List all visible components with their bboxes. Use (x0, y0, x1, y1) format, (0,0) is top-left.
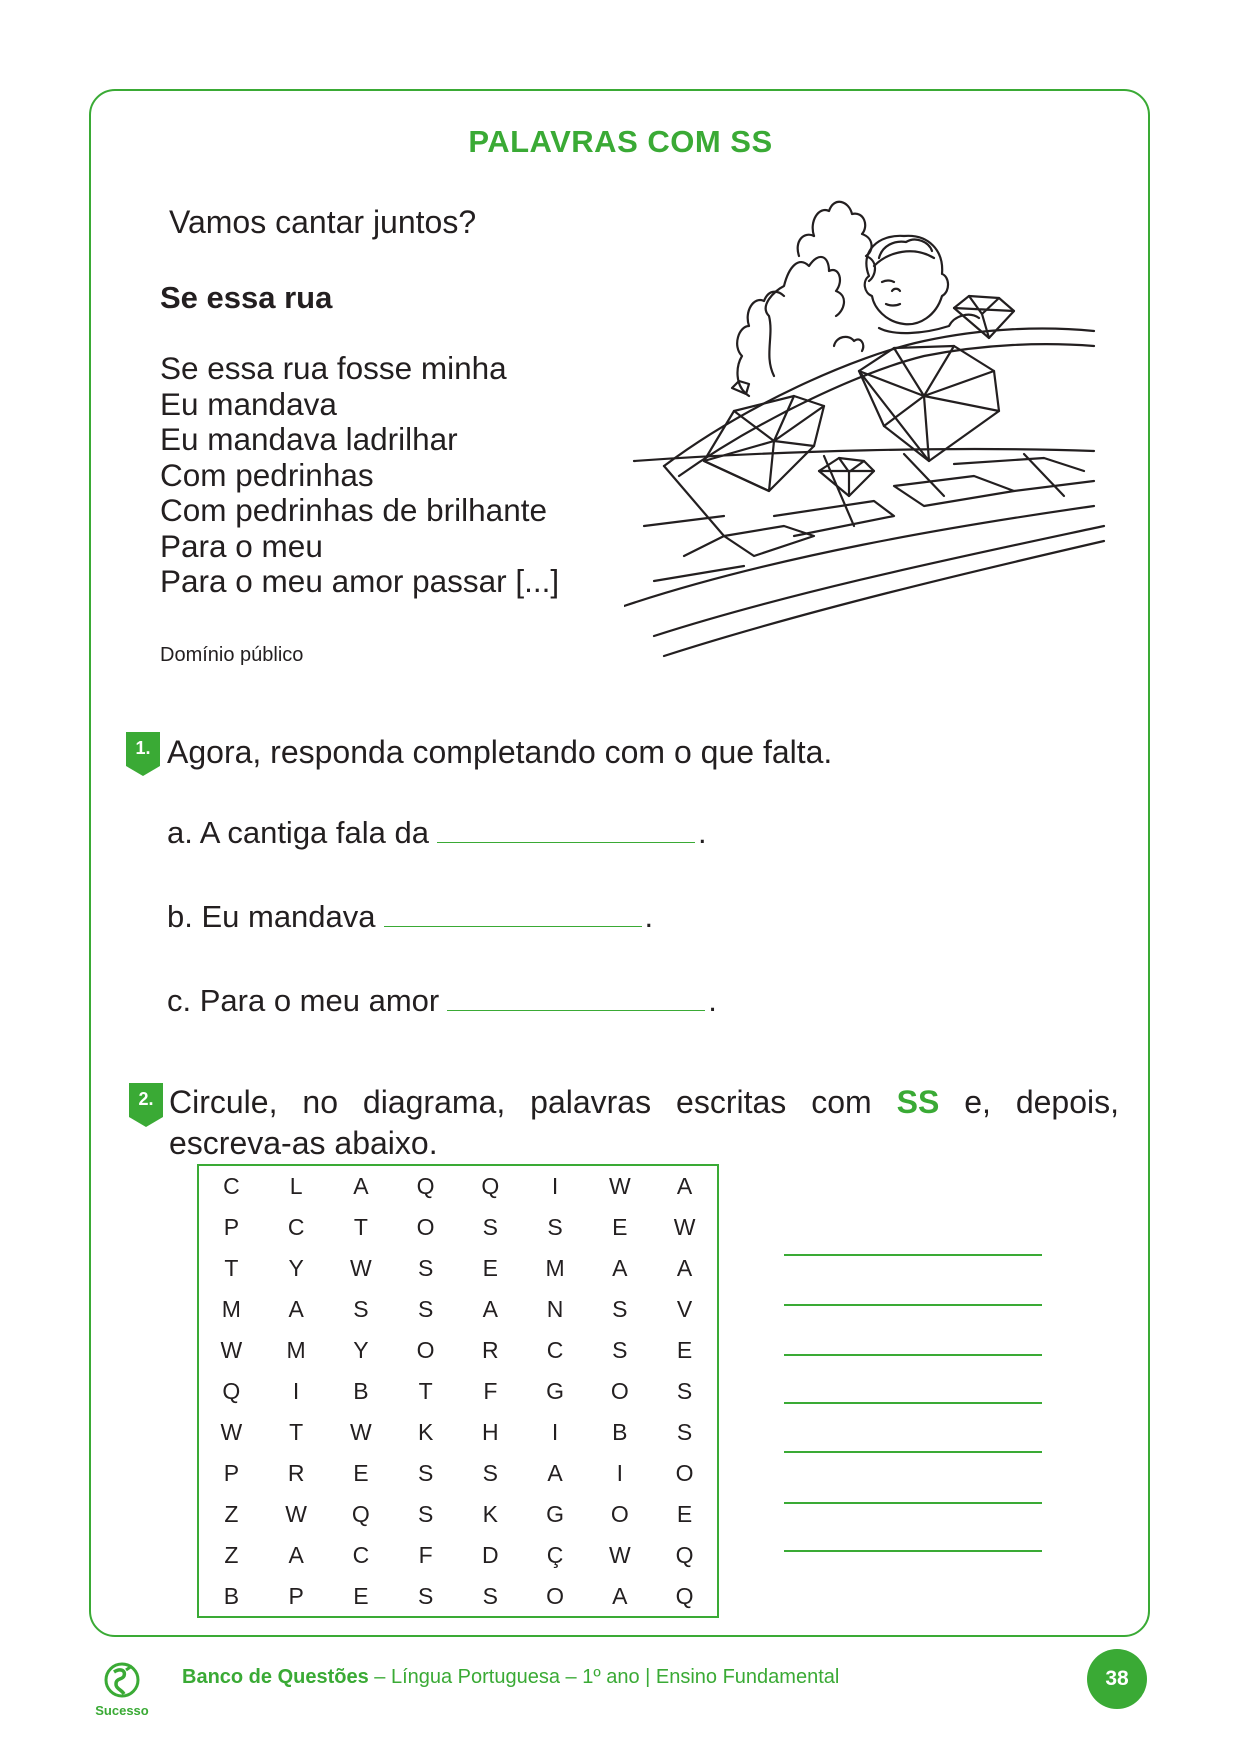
grid-letter[interactable]: R (482, 1337, 499, 1363)
word-search-grid (197, 1164, 719, 1618)
grid-row (199, 1289, 717, 1330)
grid-letter[interactable]: S (417, 1501, 434, 1527)
grid-letter[interactable]: Q (351, 1501, 370, 1527)
globe-logo-icon (102, 1662, 142, 1698)
grid-letter[interactable]: V (676, 1296, 693, 1322)
grid-row (199, 1453, 717, 1494)
grid-letter[interactable]: T (353, 1214, 368, 1240)
footer-text (182, 1666, 839, 1689)
grid-letter[interactable]: E (676, 1337, 693, 1363)
footer-book-title: Banco de Questões (182, 1666, 369, 1688)
poem-line: Se essa rua fosse minha (160, 350, 507, 386)
answer-c (167, 983, 717, 1019)
grid-letter[interactable]: K (482, 1501, 499, 1527)
grid-letter[interactable]: A (353, 1173, 369, 1199)
grid-letter[interactable]: S (417, 1296, 434, 1322)
grid-row (199, 1576, 717, 1617)
grid-letter[interactable]: W (350, 1419, 372, 1445)
grid-letter[interactable]: H (482, 1419, 499, 1445)
grid-letter[interactable]: Y (288, 1255, 304, 1281)
grid-letter[interactable]: F (483, 1378, 498, 1404)
question-2-text-before: Circule, no diagrama, palavras escritas com (169, 1084, 872, 1120)
answer-b-end: . (644, 899, 654, 934)
grid-letter[interactable]: Ç (546, 1542, 564, 1568)
answer-line[interactable] (784, 1451, 1042, 1453)
grid-letter[interactable]: O (610, 1501, 629, 1527)
grid-letter[interactable]: I (616, 1460, 624, 1486)
page-number: 38 (1087, 1649, 1147, 1709)
grid-letter[interactable]: E (482, 1255, 499, 1281)
grid-letter[interactable]: I (551, 1419, 559, 1445)
grid-letter[interactable]: S (612, 1337, 628, 1363)
poem-lines (160, 351, 559, 600)
question-number: 2. (138, 1089, 154, 1109)
grid-letter[interactable]: A (288, 1542, 304, 1568)
grid-letter[interactable]: F (418, 1542, 433, 1568)
grid-letter[interactable]: S (482, 1460, 499, 1486)
grid-letter[interactable]: T (224, 1255, 239, 1281)
grid-letter[interactable]: M (221, 1296, 241, 1322)
grid-letter[interactable]: W (673, 1214, 696, 1240)
answer-a-end: . (698, 815, 707, 850)
question-1-text: Agora, responda completando com o que falta. (167, 734, 833, 770)
grid-letter[interactable]: A (482, 1296, 499, 1322)
grid-letter[interactable]: W (608, 1542, 631, 1568)
grid-letter[interactable]: W (220, 1337, 243, 1363)
grid-letter[interactable]: D (482, 1542, 499, 1568)
grid-letter[interactable]: Z (224, 1501, 239, 1527)
answer-c-end: . (708, 983, 717, 1018)
logo-label: Sucesso (95, 1703, 149, 1718)
grid-letter[interactable]: Q (222, 1378, 241, 1404)
grid-letter[interactable]: A (612, 1583, 628, 1609)
grid-letter[interactable]: Q (675, 1542, 694, 1568)
grid-letter[interactable]: O (416, 1337, 435, 1363)
grid-letter[interactable]: S (676, 1419, 693, 1445)
grid-letter[interactable]: C (223, 1173, 240, 1199)
grid-letter[interactable]: Q (481, 1173, 500, 1199)
grid-row (199, 1166, 717, 1207)
question-2-highlight: SS (896, 1084, 940, 1120)
grid-letter[interactable]: P (223, 1214, 240, 1240)
answer-b-blank[interactable] (384, 925, 642, 927)
answer-a-label: a. A cantiga fala da (167, 815, 429, 850)
poem-line: Para o meu amor passar [...] (160, 563, 560, 599)
answer-line[interactable] (784, 1550, 1042, 1552)
grid-letter[interactable]: S (353, 1296, 369, 1322)
grid-letter[interactable]: O (610, 1378, 629, 1404)
page-title: PALAVRAS COM SS (468, 124, 773, 159)
poem-line: Eu mandava ladrilhar (160, 421, 458, 457)
question-2-badge (129, 1083, 163, 1127)
grid-row (199, 1248, 717, 1289)
answer-line[interactable] (784, 1502, 1042, 1504)
answer-line[interactable] (784, 1304, 1042, 1306)
grid-row (199, 1412, 717, 1453)
answer-line[interactable] (784, 1354, 1042, 1356)
grid-letter[interactable]: N (546, 1296, 564, 1322)
grid-letter[interactable]: B (612, 1419, 628, 1445)
grid-letter[interactable]: S (482, 1583, 499, 1609)
poem-title: Se essa rua (160, 280, 333, 315)
question-number: 1. (135, 738, 151, 758)
grid-letter[interactable]: S (676, 1378, 693, 1404)
grid-letter[interactable]: C (546, 1337, 564, 1363)
answer-b-label: b. Eu mandava (167, 899, 376, 934)
grid-letter[interactable]: A (547, 1460, 563, 1486)
grid-letter[interactable]: A (676, 1255, 693, 1281)
grid-letter[interactable]: A (288, 1296, 304, 1322)
question-1-badge (126, 732, 160, 776)
question-2-text (169, 1082, 1119, 1164)
word-search-table (199, 1166, 717, 1617)
grid-letter[interactable]: M (286, 1337, 306, 1363)
answer-a-blank[interactable] (437, 841, 695, 843)
grid-row (199, 1207, 717, 1248)
grid-letter[interactable]: A (612, 1255, 628, 1281)
poem-line: Para o meu (160, 527, 323, 564)
grid-letter[interactable]: L (289, 1173, 303, 1199)
sucesso-logo (86, 1662, 158, 1718)
answer-line[interactable] (784, 1254, 1042, 1256)
grid-letter[interactable]: M (545, 1255, 565, 1281)
grid-letter[interactable]: E (353, 1583, 369, 1609)
answer-a (167, 815, 707, 851)
grid-letter[interactable]: I (292, 1378, 300, 1404)
poem-line: Eu mandava (160, 385, 337, 422)
grid-letter[interactable]: G (546, 1501, 565, 1527)
grid-letter[interactable]: E (353, 1460, 369, 1486)
grid-letter[interactable]: W (285, 1501, 307, 1527)
grid-row (199, 1371, 717, 1412)
grid-letter[interactable]: I (551, 1173, 559, 1199)
answer-c-blank[interactable] (447, 1009, 705, 1011)
grid-letter[interactable]: S (482, 1214, 499, 1240)
grid-letter[interactable]: Z (224, 1542, 239, 1568)
grid-letter[interactable]: W (350, 1255, 372, 1281)
grid-row (199, 1494, 717, 1535)
grid-letter[interactable]: B (223, 1583, 240, 1609)
grid-letter[interactable]: A (676, 1173, 693, 1199)
grid-letter[interactable]: E (612, 1214, 628, 1240)
grid-letter[interactable]: S (612, 1296, 628, 1322)
grid-letter[interactable]: T (418, 1378, 433, 1404)
intro-text: Vamos cantar juntos? (169, 204, 477, 240)
grid-letter[interactable]: B (353, 1378, 369, 1404)
grid-letter[interactable]: Q (416, 1173, 435, 1199)
grid-letter[interactable]: G (546, 1378, 565, 1404)
grid-row (199, 1330, 717, 1371)
grid-letter[interactable]: O (546, 1583, 565, 1609)
diamonds-street-illustration (624, 196, 1110, 666)
answer-line[interactable] (784, 1402, 1042, 1404)
grid-letter[interactable]: P (223, 1460, 240, 1486)
grid-letter[interactable]: Y (353, 1337, 369, 1363)
grid-letter[interactable]: O (416, 1214, 435, 1240)
grid-letter[interactable]: S (417, 1583, 434, 1609)
question-2-text-after: e, depois, escreva-as abaixo. (169, 1084, 1120, 1161)
grid-letter[interactable]: T (289, 1419, 304, 1445)
grid-letter[interactable]: S (417, 1460, 434, 1486)
grid-letter[interactable]: Q (675, 1583, 694, 1609)
grid-letter[interactable]: C (287, 1214, 305, 1240)
grid-letter[interactable]: S (417, 1255, 434, 1281)
grid-row (199, 1535, 717, 1576)
grid-letter[interactable]: O (675, 1460, 694, 1486)
footer-subtitle: – Língua Portuguesa – 1º ano | Ensino Fundamental (368, 1666, 840, 1688)
grid-letter[interactable]: P (288, 1583, 304, 1609)
grid-letter[interactable]: W (608, 1173, 631, 1199)
grid-letter[interactable]: E (676, 1501, 693, 1527)
grid-letter[interactable]: K (417, 1419, 434, 1445)
poem-line: Com pedrinhas (160, 456, 374, 493)
grid-letter[interactable]: C (352, 1542, 370, 1568)
poem-source: Domínio público (160, 644, 304, 666)
poem-line: Com pedrinhas de brilhante (160, 492, 547, 528)
answer-c-label: c. Para o meu amor (167, 983, 440, 1018)
answer-b (167, 899, 653, 935)
grid-letter[interactable]: S (547, 1214, 563, 1240)
grid-letter[interactable]: W (220, 1419, 243, 1445)
grid-letter[interactable]: R (287, 1460, 305, 1486)
